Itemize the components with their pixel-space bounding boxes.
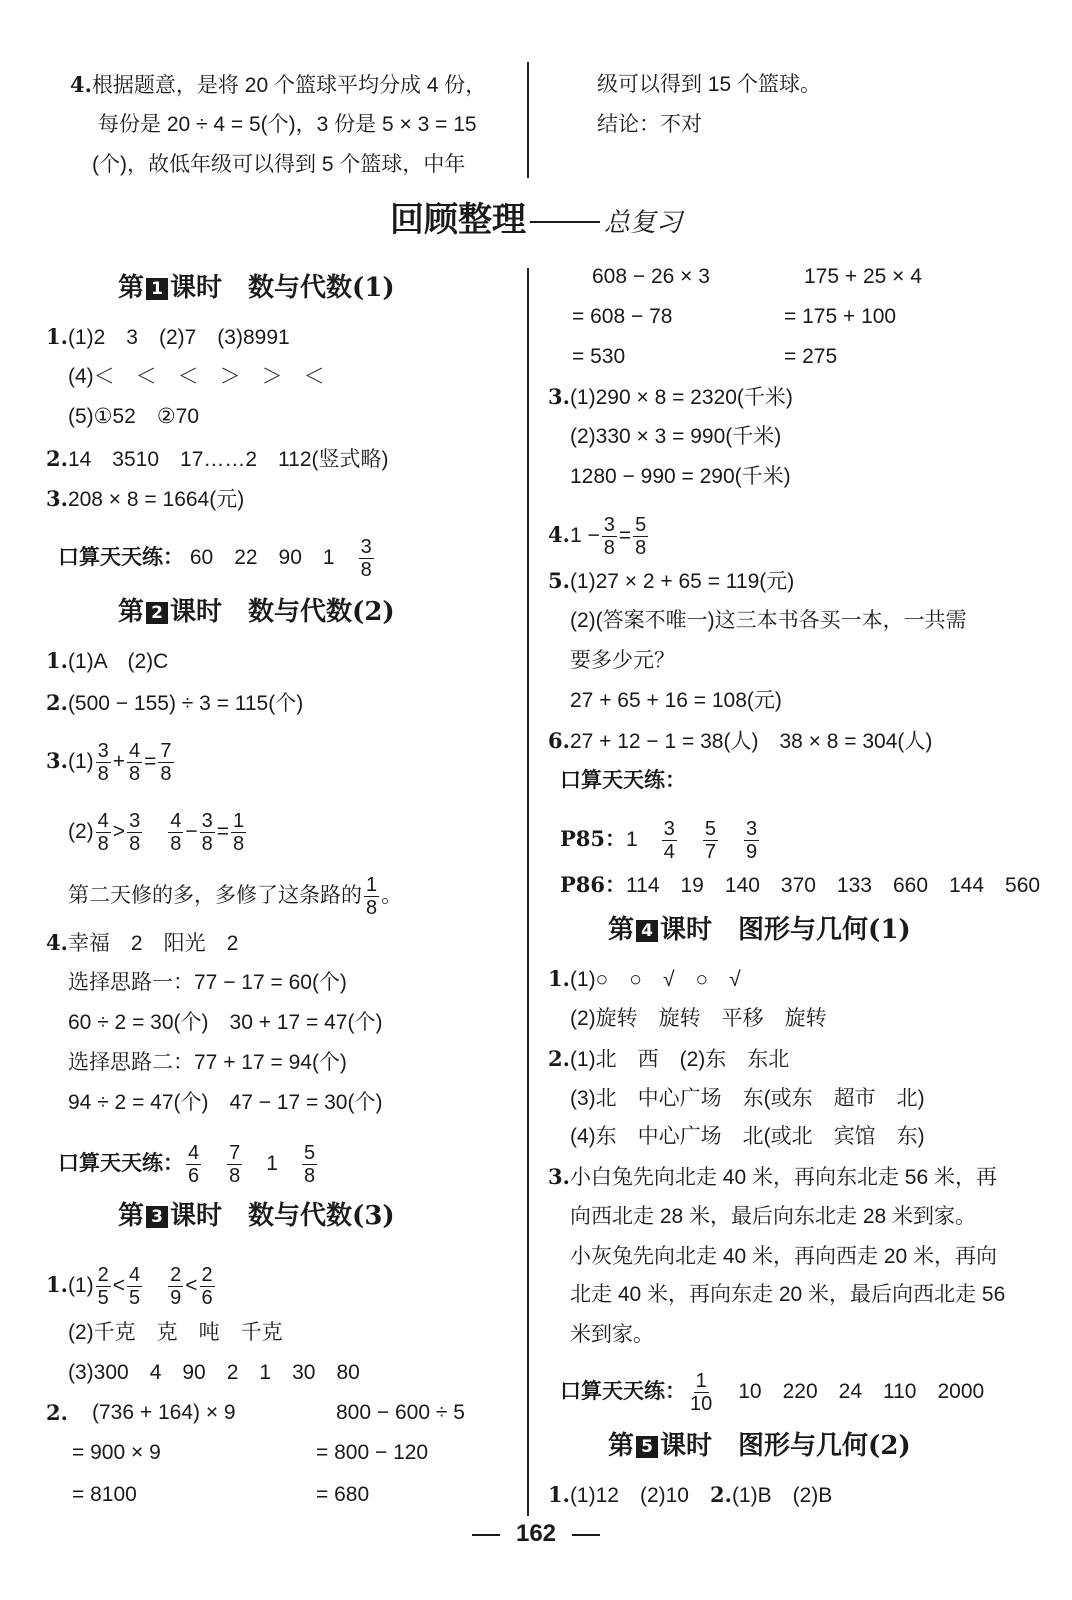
- section-title: 回顾整理 总复习: [389, 200, 682, 240]
- r-oral-practice-label: 口算天天练：: [560, 769, 686, 792]
- s3-q2-expr-a3: = 8100: [72, 1483, 137, 1506]
- top-line-3: (个)，故低年级可以得到 5 个篮球，中年: [92, 153, 466, 176]
- s2-q4: 4.幸福 2 阳光 2: [46, 930, 239, 955]
- top-column-divider: [527, 62, 529, 178]
- r-q5-3: 要多少元？: [570, 649, 675, 672]
- r-expr-a2: = 608 − 78: [572, 305, 673, 328]
- s4-q3-3: 小灰兔先向北走 40 米，再向西走 20 米，再向: [570, 1245, 998, 1268]
- s3-q2-label: 2.: [46, 1400, 68, 1425]
- main-column-divider: [527, 268, 529, 1516]
- s3-q1-3: (3)300 4 90 2 1 30 80: [68, 1361, 360, 1384]
- s2-q4-l3: 60 ÷ 2 = 30(个) 30 + 17 = 47(个): [68, 1011, 383, 1034]
- r-expr-b3: = 275: [784, 345, 838, 368]
- s4-q2: 2.(1)北 西 (2)东 东北: [548, 1046, 790, 1071]
- s4-q3-5: 米到家。: [570, 1323, 654, 1346]
- s4-q2-3: (3)北 中心广场 东(或东 超市 北): [570, 1087, 925, 1110]
- lesson-1-heading: 第 1 课时 数与代数(1): [118, 273, 395, 303]
- r-expr-b1: 175 + 25 × 4: [804, 265, 922, 288]
- r-q4: 4.1 − $\frac{3}{8}$ = $\frac{5}{8}$: [548, 514, 647, 559]
- s2-q4-l5: 94 ÷ 2 = 47(个) 47 − 17 = 30(个): [68, 1091, 383, 1114]
- s3-q2-expr-b3: = 680: [316, 1483, 370, 1506]
- r-q5: 5.(1)27 × 2 + 65 = 119(元): [548, 568, 795, 593]
- lesson-3-heading: 第 3 课时 数与代数(3): [118, 1201, 395, 1231]
- s2-q4-l4: 选择思路二：77 + 17 = 94(个): [68, 1051, 347, 1074]
- r-q6: 6.27 + 12 − 1 = 38(人) 38 × 8 = 304(人): [548, 728, 933, 753]
- top-line-1: 4.根据题意，是将 20 个篮球平均分成 4 份，: [70, 72, 487, 97]
- s4-q2-4: (4)东 中心广场 北(或北 宾馆 东): [570, 1125, 925, 1148]
- s2-q3-1: 3.(1) $\frac{3}{8}$ + $\frac{4}{8}$ = $\frac{7}{8}$: [46, 740, 172, 785]
- s4-q1-2: (2)旋转 旋转 平移 旋转: [570, 1007, 827, 1030]
- s4-q1: 1.(1)○ ○ √ ○ √: [548, 966, 741, 991]
- r-q3: 3.(1)290 × 8 = 2320(千米): [548, 384, 793, 409]
- s3-q2-expr-b1: 800 − 600 ÷ 5: [336, 1401, 465, 1424]
- r-oral-p86: P86：114 19 140 370 133 660 144 560: [560, 872, 1041, 897]
- s4-oral-practice: 口算天天练： $\frac{1}{10}$ 10 220 24 110 2000: [560, 1370, 985, 1415]
- top-line-2: 每份是 20 ÷ 4 = 5(个)，3 份是 5 × 3 = 15: [98, 113, 477, 136]
- s3-q2-expr-a2: = 900 × 9: [72, 1441, 161, 1464]
- s2-q3-conclusion: 第二天修的多，多修了这条路的 $\frac{1}{8}$ 。: [68, 874, 403, 919]
- s2-q3-2: (2) $\frac{4}{8}$ > $\frac{3}{8}$ $\frac{4}{8}$ − $\frac{3}{8}$ = $\frac{1}{8}$: [68, 810, 245, 855]
- r-q5-2: (2)(答案不唯一)这三本书各买一本，一共需: [570, 609, 967, 632]
- r-expr-a3: = 530: [572, 345, 626, 368]
- s4-q3-2: 向西北走 28 米，最后向东北走 28 米到家。: [570, 1205, 977, 1228]
- r-q3-2: (2)330 × 3 = 990(千米): [570, 425, 782, 448]
- s1-q1-5: (5)①52 ②70: [68, 405, 200, 428]
- r-expr-b2: = 175 + 100: [784, 305, 897, 328]
- r-q5-4: 27 + 65 + 16 = 108(元): [570, 689, 782, 712]
- s1-q3: 3.208 × 8 = 1664(元): [46, 486, 245, 511]
- s2-q1: 1.(1)A (2)C: [46, 648, 169, 673]
- s5-q1: 1.(1)12 (2)10 2.(1)B (2)B: [548, 1482, 833, 1507]
- r-q3-3: 1280 − 990 = 290(千米): [570, 465, 791, 488]
- s3-q1-1: 1.(1) $\frac{2}{5}$ < $\frac{4}{5}$ $\frac{2}{9}$ < $\frac{2}{6}$: [46, 1264, 213, 1309]
- s1-q1: 1.(1)2 3 (2)7 (3)8991: [46, 324, 290, 349]
- s3-q2-expr-b2: = 800 − 120: [316, 1441, 429, 1464]
- s1-oral-practice: 口算天天练： 60 22 90 1 $\frac{3}{8}$: [58, 536, 372, 581]
- s2-oral-practice: 口算天天练： $\frac{4}{6}$ $\frac{7}{8}$ 1 $\frac{5}{8}$: [58, 1142, 316, 1187]
- lesson-2-heading: 第 2 课时 数与代数(2): [118, 597, 395, 627]
- r-expr-a1: 608 − 26 × 3: [592, 265, 710, 288]
- s2-q2: 2.(500 − 155) ÷ 3 = 115(个): [46, 690, 304, 715]
- s2-q4-l2: 选择思路一：77 − 17 = 60(个): [68, 971, 347, 994]
- s3-q2-expr-a1: (736 + 164) × 9: [92, 1401, 236, 1424]
- r-oral-p85: P85：1 $\frac{3}{4}$ $\frac{5}{7}$ $\frac{3}{9}$: [560, 818, 758, 863]
- s1-q1-4: (4)＜ ＜ ＜ ＞ ＞ ＜: [68, 365, 325, 388]
- s4-q3-4: 北走 40 米，再向东走 20 米，最后向西北走 56: [570, 1283, 1006, 1306]
- lesson-5-heading: 第 5 课时 图形与几何(2): [608, 1431, 911, 1461]
- page-number: 162: [0, 1520, 1072, 1548]
- top-right-line-1: 级可以得到 15 个篮球。: [597, 73, 822, 96]
- lesson-4-heading: 第 4 课时 图形与几何(1): [608, 915, 911, 945]
- s1-q2: 2.14 3510 17……2 112(竖式略): [46, 446, 389, 471]
- top-right-line-2: 结论：不对: [597, 113, 702, 136]
- s3-q1-2: (2)千克 克 吨 千克: [68, 1321, 283, 1344]
- s4-q3: 3.小白兔先向北走 40 米，再向东北走 56 米，再: [548, 1164, 997, 1189]
